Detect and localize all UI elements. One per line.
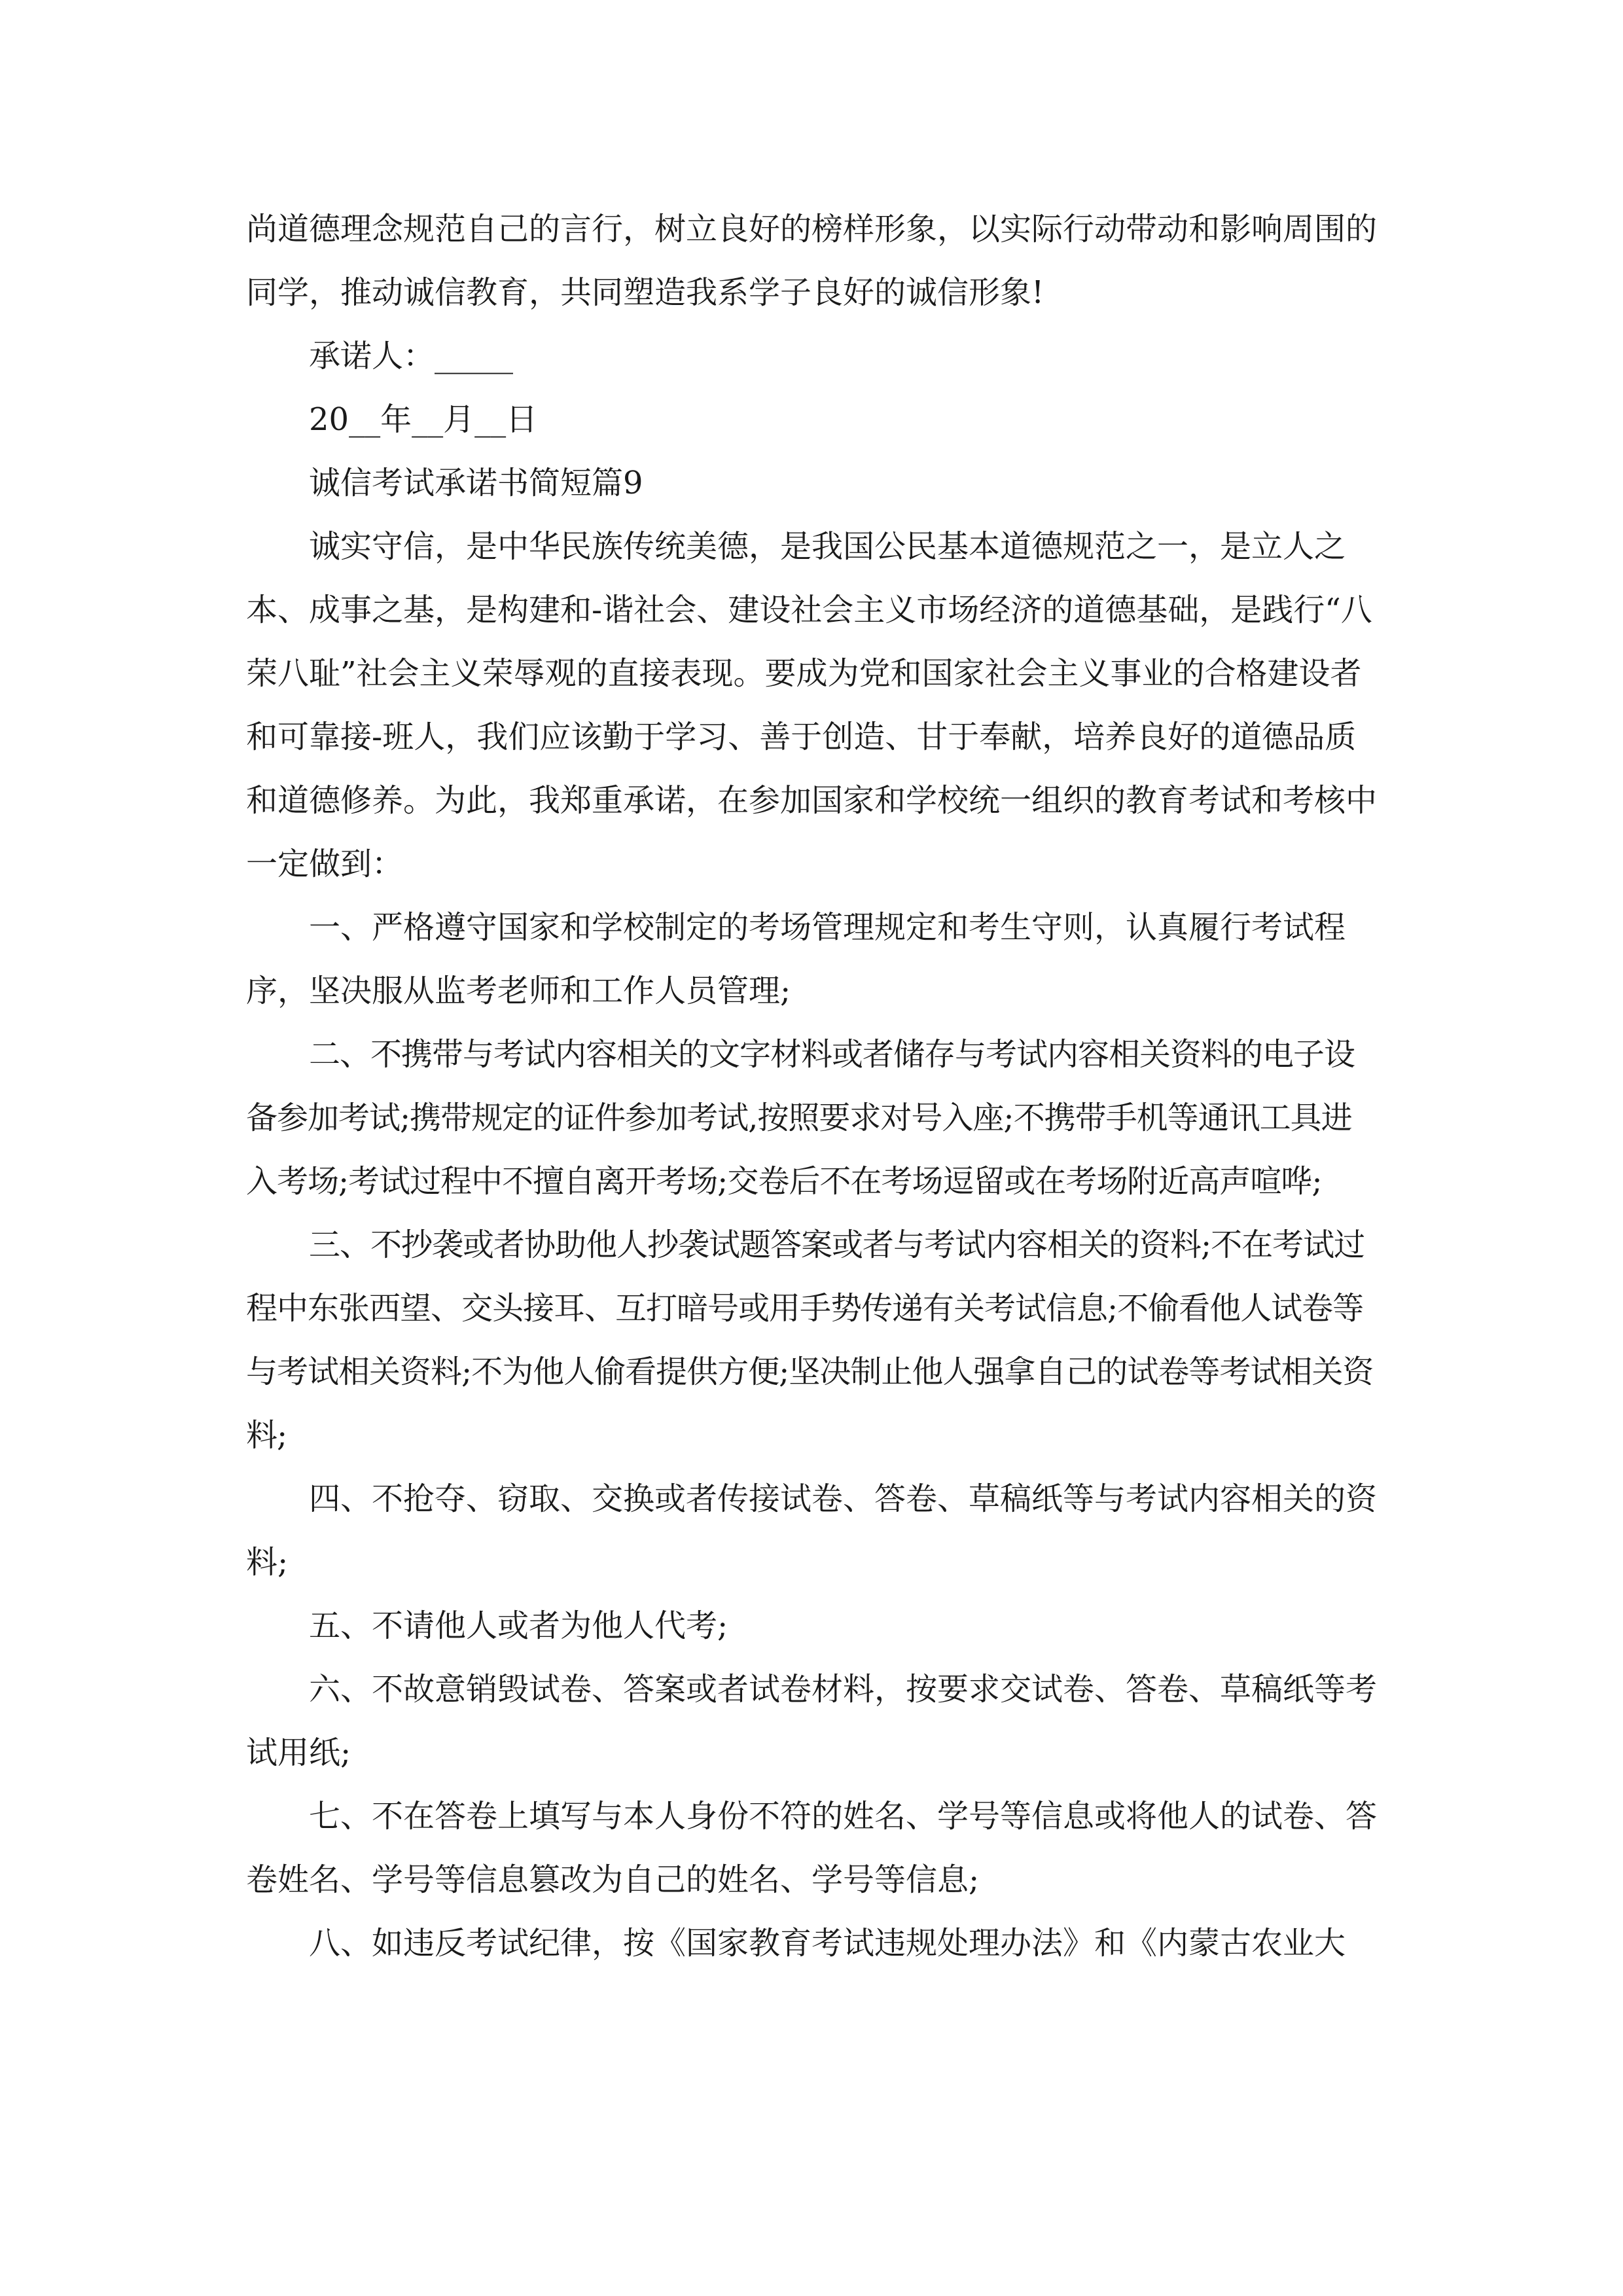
pledge-item-6: 六、不故意销毁试卷、答案或者试卷材料，按要求交试卷、答卷、草稿纸等考试用纸; (246, 1671, 1378, 1771)
pledge-item-3: 三、不抄袭或者协助他人抄袭试题答案或者与考试内容相关的资料;不在考试过程中东张西望、交头接耳、互打暗号或用手势传递有关考试信息;不偷看他人试卷等与考试相关资料;不为他人偷看提供方便;坚决制止他人强拿自己的试卷等考试相关资料; (246, 1227, 1374, 1454)
intro-paragraph: 诚实守信，是中华民族传统美德，是我国公民基本道德规范之一，是立人之本、成事之基，是构建和-谐社会、建设社会主义市场经济的道德基础，是践行“八荣八耻”社会主义荣辱观的直接表现。要成为党和国家社会主义事业的合格建设者和可靠接-班人，我们应该勤于学习、善于创造、甘于奉献，培养良好的道德品质和道德修养。为此，我郑重承诺，在参加国家和学校统一组织的教育考试和考核中一定做到： (246, 528, 1378, 882)
pledge-item-8: 八、如违反考试纪律，按《国家教育考试违规处理办法》和《内蒙古农业大 (309, 1925, 1346, 1962)
signature-line: 承诺人：_____ (309, 338, 514, 374)
paragraph-continuation: 尚道德理念规范自己的言行，树立良好的榜样形象，以实际行动带动和影响周围的同学，推动诚信教育，共同塑造我系学子良好的诚信形象! (246, 211, 1378, 311)
pledge-item-4: 四、不抢夺、窃取、交换或者传接试卷、答卷、草稿纸等与考试内容相关的资料; (246, 1480, 1378, 1581)
pledge-item-7: 七、不在答卷上填写与本人身份不符的姓名、学号等信息或将他人的试卷、答卷姓名、学号等信息篡改为自己的姓名、学号等信息; (246, 1798, 1378, 1898)
pledge-item-2: 二、不携带与考试内容相关的文字材料或者储存与考试内容相关资料的电子设备参加考试;携带规定的证件参加考试,按照要求对号入座;不携带手机等通讯工具进入考场;考试过程中不擅自离开考场;交卷后不在考场逗留或在考场附近高声喧哗; (246, 1036, 1355, 1200)
pledge-item-1: 一、严格遵守国家和学校制定的考场管理规定和考生守则，认真履行考试程序，坚决服从监考老师和工作人员管理; (246, 909, 1346, 1009)
date-line: 20__年__月__日 (309, 401, 538, 438)
document-body (246, 198, 1381, 1975)
pledge-item-5: 五、不请他人或者为他人代考; (309, 1607, 728, 1644)
section-title: 诚信考试承诺书简短篇9 (309, 465, 643, 501)
